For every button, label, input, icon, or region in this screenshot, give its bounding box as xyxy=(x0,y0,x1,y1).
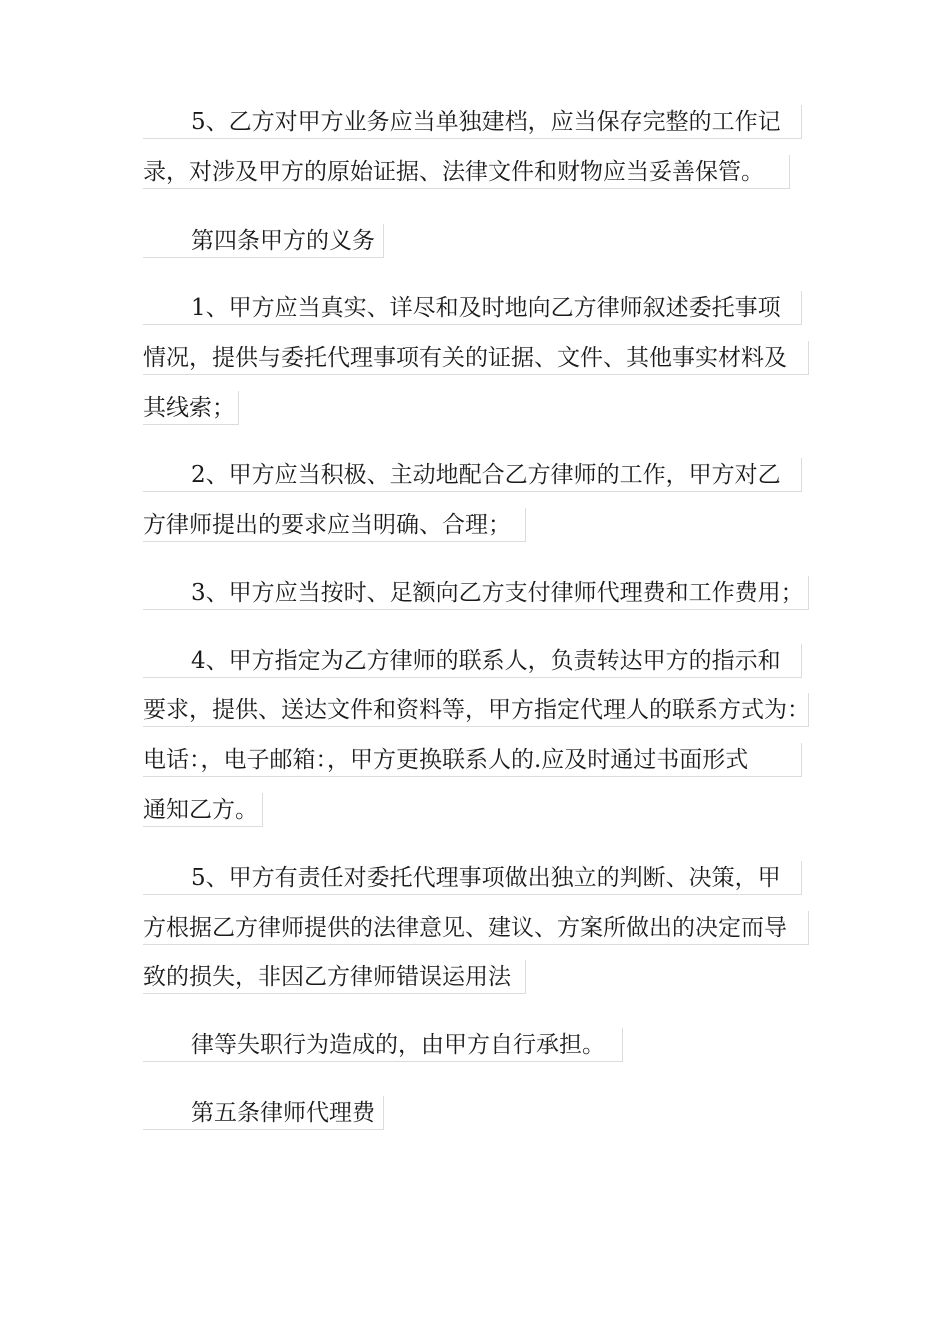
duty-1-line-3: 其线索； xyxy=(143,391,239,425)
duty-3-line-1: 3、甲方应当按时、足额向乙方支付律师代理费和工作费用； xyxy=(143,576,809,610)
para-5-line-1: 5、乙方对甲方业务应当单独建档，应当保存完整的工作记 xyxy=(143,105,802,139)
duty-2-line-2: 方律师提出的要求应当明确、合理； xyxy=(143,508,526,542)
duty-2-line-1: 2、甲方应当积极、主动地配合乙方律师的工作，甲方对乙 xyxy=(143,458,802,492)
duty-4-line-1: 4、甲方指定为乙方律师的联系人，负责转达甲方的指示和 xyxy=(143,644,802,678)
duty-1-line-1: 1、甲方应当真实、详尽和及时地向乙方律师叙述委托事项 xyxy=(143,291,802,325)
duty-5-line-3: 致的损失，非因乙方律师错误运用法 xyxy=(143,960,526,994)
duty-1-line-2: 情况，提供与委托代理事项有关的证据、文件、其他事实材料及 xyxy=(143,341,809,375)
duty-5-line-4: 律等失职行为造成的，由甲方自行承担。 xyxy=(143,1028,623,1062)
article-5-heading: 第五条律师代理费 xyxy=(143,1096,384,1130)
article-4-heading: 第四条甲方的义务 xyxy=(143,224,384,258)
duty-4-line-2: 要求，提供、送达文件和资料等，甲方指定代理人的联系方式为： xyxy=(143,693,809,727)
duty-4-line-3: 电话：，电子邮箱：，甲方更换联系人的.应及时通过书面形式 xyxy=(143,743,802,777)
para-5-line-2: 录，对涉及甲方的原始证据、法律文件和财物应当妥善保管。 xyxy=(143,155,790,189)
duty-5-line-1: 5、甲方有责任对委托代理事项做出独立的判断、决策，甲 xyxy=(143,861,802,895)
duty-4-line-4: 通知乙方。 xyxy=(143,793,263,827)
duty-5-line-2: 方根据乙方律师提供的法律意见、建议、方案所做出的决定而导 xyxy=(143,911,809,945)
